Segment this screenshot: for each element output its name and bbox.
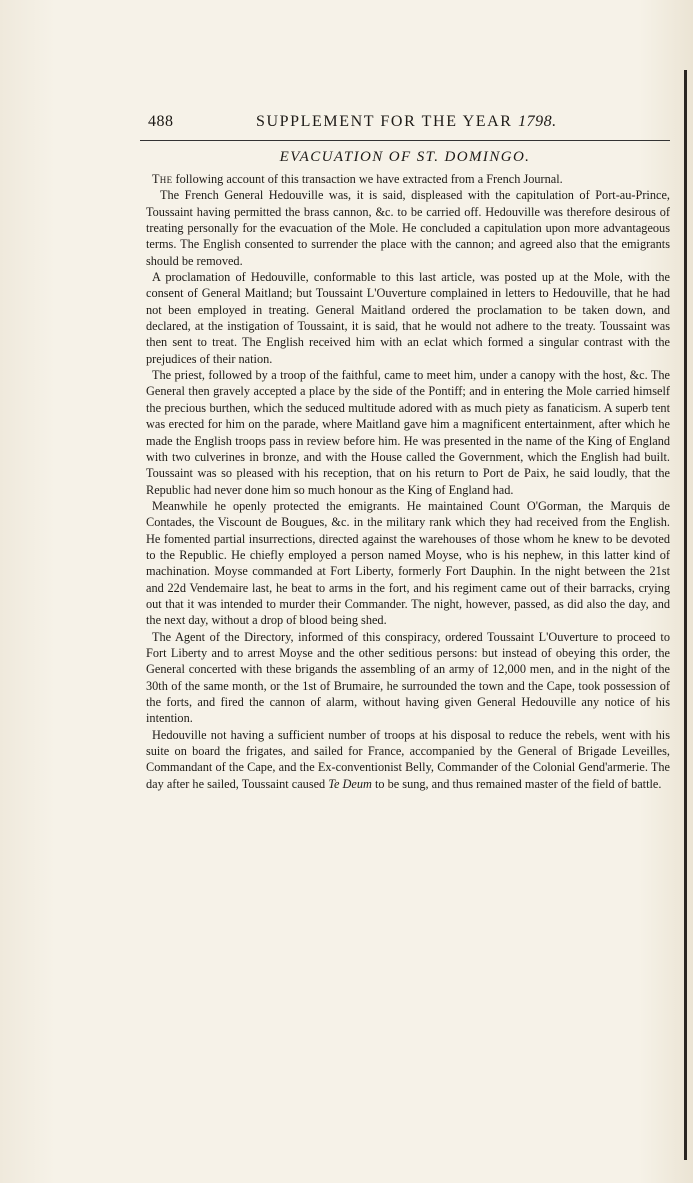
running-head-title: SUPPLEMENT FOR THE YEAR [256,113,513,130]
paragraph-1-text: following account of this transaction we have extracted from a French Journal. [172,172,563,186]
article-body [146,171,670,792]
paragraph-4: The priest, followed by a troop of the faithful, came to meet him, under a canopy with the host, &c. The General then gravely accepted a place by the side of the Pontiff; and in entering the Mole carried himself the precious burthen, which the seduced multitude adored with as much piety as fanaticism. A superb tent was erected for him on the parade, where Maitland gave him a magnificent entertainment, after which he made the English troops pass in review before him. He was presented in the name of the King of England with two culverines in bronze, and with the House called the Government, which the English had built. Toussaint was so pleased with his reception, that on his return to Port de Paix, he said loudly, that the Republic had never done him so much honour as the King of England had. [146,368,670,497]
paragraph-7-text-b: to be sung, and thus remained master of the field of battle. [371,776,662,791]
paragraph-2: The French General Hedouville was, it is said, displeased with the capitulation of Port-au-Prince, Toussaint having permitted the brass cannon, &c. to be carried off. Hedouville was therefore desirous of treating personally for the evacuation of the Mole. He concluded a capitulation upon more advantageous terms. The English consented to surrender the place with the cannon; and agreed also that the emigrants should be removed. [146,188,670,268]
paragraph-1-lead: The [152,172,173,186]
paragraph-7-text-a: Hedouville not having a sufficient number of troops at his disposal to reduce the rebels, went with his suite on board the frigates, and sailed for France, accompanied by the General of Brigade Leveilles, Commandant of the Cape, and the Ex-conventionist Belly, Commander of the Colonial Gend'armerie. The day after he sailed, Toussaint caused [146,727,670,791]
paragraph-5: Meanwhile he openly protected the emigrants. He maintained Count O'Gorman, the Marquis de Contades, the Viscount de Bougues, &c. in the military rank which they had received from the English. He fomented partial insurrections, directed against the warehouses of those whom he knew to be devoted to the Republic. He chiefly employed a person named Moyse, who is his nephew, in this latter kind of machination. Moyse commanded at Fort Liberty, formerly Fort Dauphin. In the night between the 21st and 22d Vendemaire last, he beat to arms in the fort, and his regiment came out of their barracks, crying out that it was intended to murder their Commander. The night, however, passed, as did also the day, and the next day, without a drop of blood being shed. [146,498,670,628]
article-title: EVACUATION OF ST. DOMINGO. [279,149,531,165]
te-deum: Te Deum [328,776,372,791]
paragraph-7 [146,727,670,792]
page-edge-shadow [684,70,687,1160]
paragraph-6: The Agent of the Directory, informed of this conspiracy, ordered Toussaint L'Ouverture to proceed to Fort Liberty and to arrest Moyse and the other seditious persons: but instead of obeying this order, the General concerted with these brigands the assembling of an army of 12,000 men, and in the night of the 30th of the same month, or the 1st of Brumaire, he surrounded the town and the Cape, took possession of the forts, and fired the cannon of alarm, without having given General Hedouville any notice of his intention. [146,629,670,726]
running-head-year: 1798. [518,113,557,130]
paragraph-3: A proclamation of Hedouville, conformable to this last article, was posted up at the Mole, with the consent of General Maitland; but Toussaint L'Ouverture complained in letters to Hedouville, that he had not been employed in treating. General Maitland ordered the proclamation to be taken down, and declared, at the instigation of Toussaint, it is said, that he would not adhere to the treaty. Toussaint was then sent to treat. The English received him with an eclat which formed a singular contrast with the prejudices of their nation. [146,270,670,366]
running-head [256,113,557,131]
paragraph-1 [146,171,670,187]
page-header [148,113,670,137]
header-rule [140,140,670,141]
page-number: 488 [148,113,174,130]
